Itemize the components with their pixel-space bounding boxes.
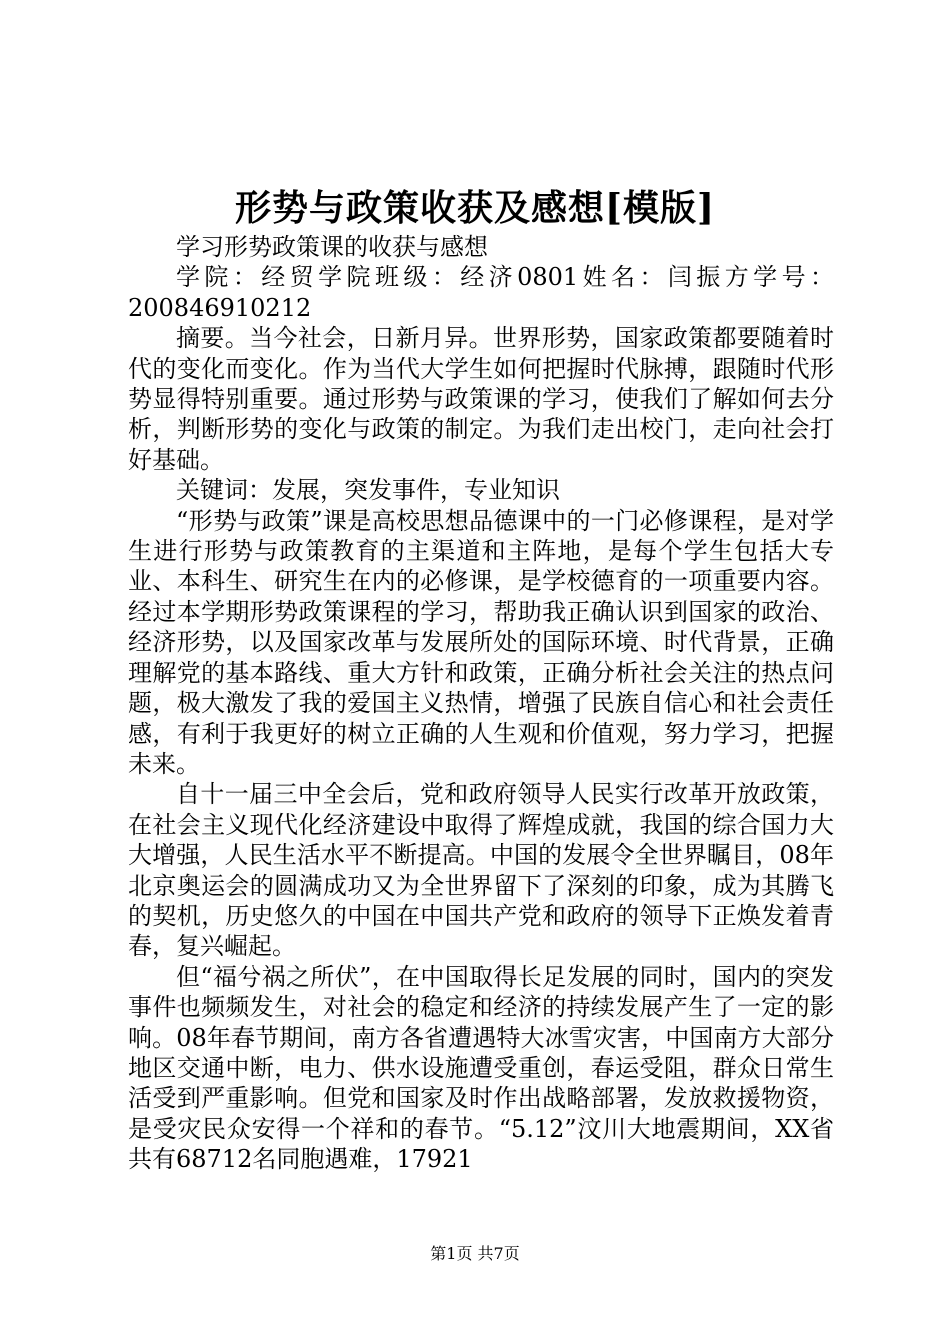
author-info-paragraph: 学院：经贸学院班级：经济0801姓名：闫振方学号：200846910212 — [128, 263, 834, 322]
body-paragraph-course: “形势与政策”课是高校思想品德课中的一门必修课程，是对学生进行形势与政策教育的主渠道和主阵地，是每个学生包括大专业、本科生、研究生在内的必修课，是学校德育的一项重要内容。经过本学期形势政策课程的学习，帮助我正确认识到国家的政治、经济形势，以及国家改革与发展所处的国际环境、时代背景，正确理解党的基本路线、重大方针和政策，正确分析社会关注的热点问题，极大激发了我的爱国主义热情，增强了民族自信心和社会责任感，有利于我更好的树立正确的人生观和价值观，努力学习，把握未来。 — [128, 506, 834, 778]
abstract-paragraph: 摘要。当今社会，日新月异。世界形势，国家政策都要随着时代的变化而变化。作为当代大学生如何把握时代脉搏，跟随时代形势显得特别重要。通过形势与政策课的学习，使我们了解如何去分析，判断形势的变化与政策的制定。为我们走出校门，走向社会打好基础。 — [128, 324, 834, 474]
body-paragraph-emergencies: 但“福兮祸之所伏”，在中国取得长足发展的同时，国内的突发事件也频频发生，对社会的稳定和经济的持续发展产生了一定的影响。08年春节期间，南方各省遭遇特大冰雪灾害，中国南方大部分地区交通中断，电力、供水设施遭受重创，春运受阻，群众日常生活受到严重影响。但党和国家及时作出战略部署，发放救援物资，是受灾民众安得一个祥和的春节。“5.12”汶川大地震期间，XX省共有68712名同胞遇难，17921 — [128, 962, 834, 1174]
body-paragraph-reform: 自十一届三中全会后，党和政府领导人民实行改革开放政策，在社会主义现代化经济建设中取得了辉煌成就，我国的综合国力大大增强，人民生活水平不断提高。中国的发展令全世界瞩目，08年北京奥运会的圆满成功又为全世界留下了深刻的印象，成为其腾飞的契机，历史悠久的中国在中国共产党和政府的领导下正焕发着青春，复兴崛起。 — [128, 780, 834, 961]
document-title: 形势与政策收获及感想[模版] — [234, 187, 716, 229]
subtitle-paragraph: 学习形势政策课的收获与感想 — [176, 233, 488, 261]
keywords-paragraph: 关键词：发展，突发事件，专业知识 — [176, 476, 560, 505]
page-number-footer: 第1页 共7页 — [430, 1244, 520, 1263]
document-body — [128, 232, 834, 1175]
